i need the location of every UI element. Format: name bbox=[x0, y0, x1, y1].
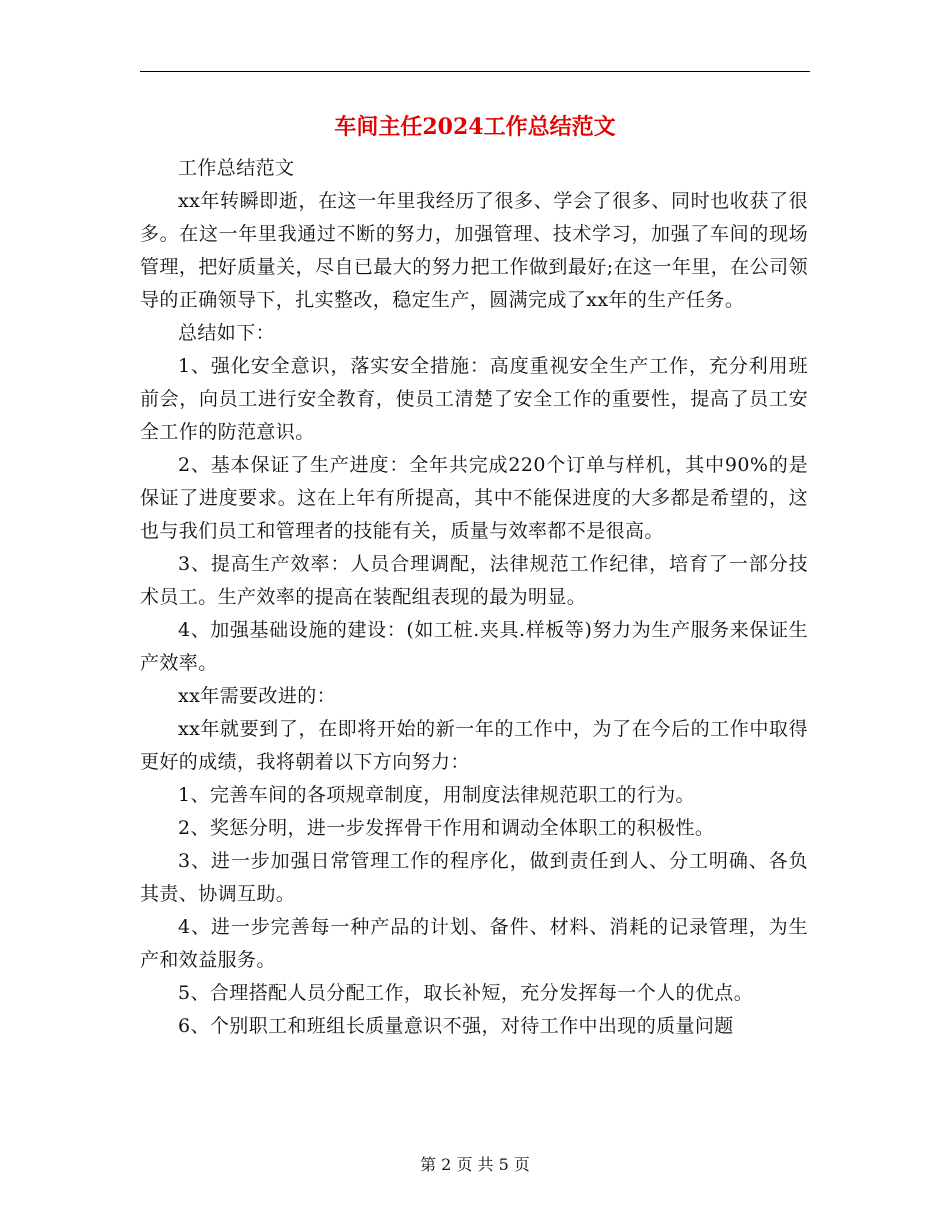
paragraph-item-2: 2、基本保证了生产进度：全年共完成220个订单与样机，其中90%的是保证了进度要求。这在上年有所提高，其中不能保进度的大多都是希望的，这也与我们员工和管理者的技能有关，质量与效率都不是很高。 bbox=[140, 454, 808, 542]
paragraph-improve-5: 5、合理搭配人员分配工作，取长补短，充分发挥每一个人的优点。 bbox=[178, 982, 754, 1004]
paragraph-improve-3: 3、进一步加强日常管理工作的程序化，做到责任到人、分工明确、各负其责、协调互助。 bbox=[140, 850, 808, 905]
paragraph-improve-4: 4、进一步完善每一种产品的计划、备件、材料、消耗的记录管理，为生产和效益服务。 bbox=[140, 916, 808, 971]
paragraph-improve-1: 1、完善车间的各项规章制度，用制度法律规范职工的行为。 bbox=[178, 784, 695, 806]
paragraph-item-4: 4、加强基础设施的建设：(如工桩.夹具.样板等)努力为生产服务来保证生产效率。 bbox=[140, 619, 808, 674]
paragraph-improve-label: xx年需要改进的： bbox=[178, 685, 337, 707]
paragraph-improve-2: 2、奖惩分明，进一步发挥骨干作用和调动全体职工的积极性。 bbox=[178, 817, 715, 839]
paragraph-item-1: 1、强化安全意识，落实安全措施：高度重视安全生产工作，充分利用班前会，向员工进行安全教育，使员工清楚了安全工作的重要性，提高了员工安全工作的防范意识。 bbox=[140, 355, 808, 443]
header-rule bbox=[140, 71, 810, 72]
paragraph-intro: xx年转瞬即逝，在这一年里我经历了很多、学会了很多、同时也收获了很多。在这一年里我通过不断的努力，加强管理、技术学习，加强了车间的现场管理，把好质量关，尽自已最大的努力把工作做到最好;在这一年里，在公司领导的正确领导下，扎实整改，稳定生产，圆满完成了xx年的生产任务。 bbox=[140, 190, 808, 311]
paragraph-item-3: 3、提高生产效率：人员合理调配，法律规范工作纪律，培育了一部分技术员工。生产效率的提高在装配组表现的最为明显。 bbox=[140, 553, 808, 608]
page-number: 第 2 页 共 5 页 bbox=[420, 1155, 530, 1174]
paragraph-improve-6: 6、个别职工和班组长质量意识不强，对待工作中出现的质量问题 bbox=[178, 1015, 734, 1037]
document-title: 车间主任2024工作总结范文 bbox=[334, 114, 616, 140]
document-body bbox=[140, 152, 808, 1043]
paragraph-heading: 工作总结范文 bbox=[178, 157, 295, 179]
paragraph-summary-label: 总结如下： bbox=[178, 322, 276, 344]
paragraph-improve-intro: xx年就要到了，在即将开始的新一年的工作中，为了在今后的工作中取得更好的成绩，我将朝着以下方向努力： bbox=[140, 718, 808, 773]
